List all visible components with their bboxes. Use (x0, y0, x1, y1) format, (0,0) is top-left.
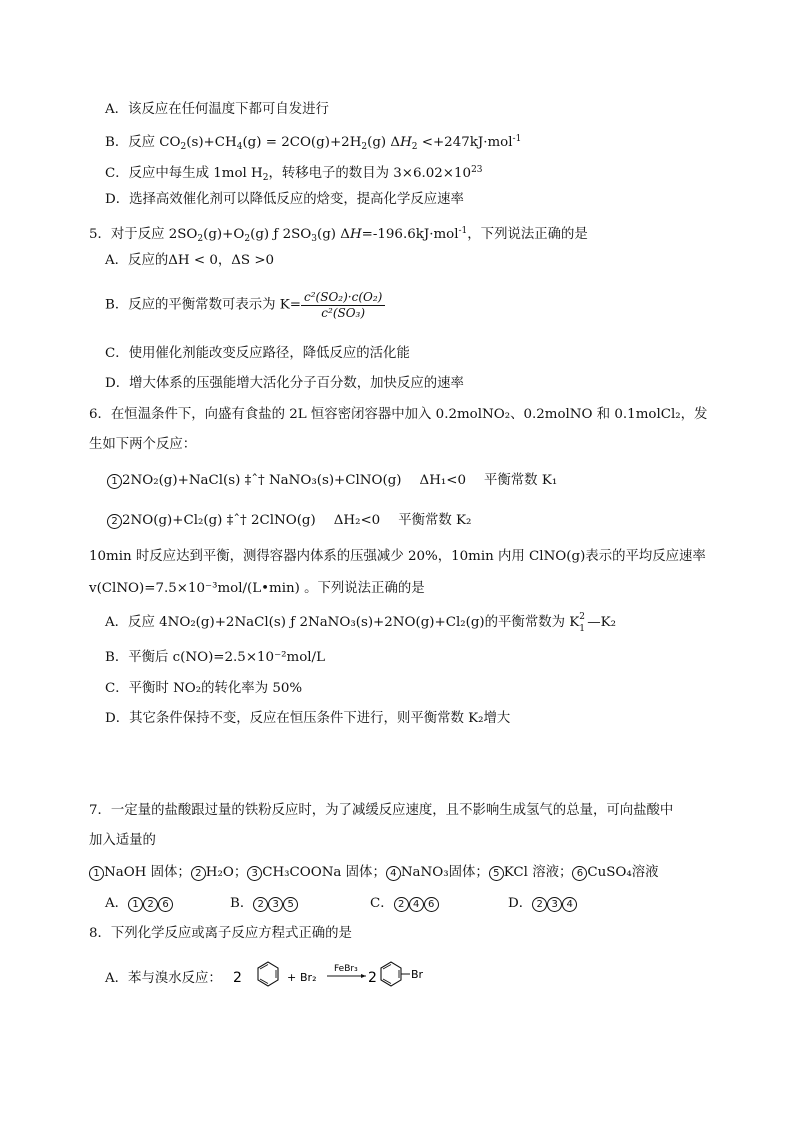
q5-stem: 5．对于反应 $2SO_2(g)+O_2(g)$ ƒ $2SO_3(g)$ ΔH=-196.6kJ·mol$^{-1}$，下列说法正确的是 (89, 226, 588, 244)
q4-option-c: C．反应中每生成 1mol $H_2$，转移电子的数目为 $3\times 6.02\times 10^{23}$ (105, 165, 483, 183)
q5-option-a: A．反应的ΔH < 0，ΔS >0 (105, 253, 275, 268)
q6-stem-line1: 6．在恒温条件下，向盛有食盐的 2L 恒容密闭容器中加入 0.2molNO₂、0.2molNO 和 0.1molCl₂，发 (89, 407, 708, 422)
q7-option-c (370, 895, 439, 913)
q7-item-text: NaNO₃固体； (400, 865, 489, 880)
q7-option-a (105, 895, 173, 913)
circled-number: 2 (143, 897, 158, 912)
equilibrium-fraction: $\frac{\text{c²(SO₂)·c(O₂)}}{\text{c²(SO₃)}}$ (301, 290, 385, 321)
q5-option-d: D．增大体系的压强能增大活化分子百分数，加快反应的速率 (105, 376, 464, 391)
bromine-reagent: Br₂ (300, 971, 317, 984)
circled-number: 1 (107, 474, 122, 489)
circled-number: 4 (409, 897, 424, 912)
q4-option-a: A．该反应在任何温度下都可自发进行 (105, 102, 329, 117)
q7-stem-line1: 7．一定量的盐酸跟过量的铁粉反应时，为了减缓反应速度，且不影响生成氢气的总量，可向盐酸中 (89, 803, 674, 818)
option-label: A． (105, 896, 129, 911)
q5-option-c: C．使用催化剂能改变反应路径，降低反应的活化能 (105, 346, 410, 361)
q4-option-b: B．反应 $CO_2(s)+CH_4(g) = 2CO(g)+2H_2(g)$ $\Delta H_2 <+247kJ\cdot mol^{-1}$ (105, 134, 522, 152)
circled-number: 2 (394, 897, 409, 912)
coefficient-right: 2 (368, 970, 377, 986)
q6-condition-line1: 10min 时反应达到平衡，测得容器内体系的压强减少 20%，10min 内用 ClNO(g)表示的平均反应速率 (89, 549, 706, 564)
q5-option-b: B．反应的平衡常数可表示为 K= $\frac{\text{c²(SO₂)·c(O₂)}}{\text{c²(SO₃)}}$ (105, 290, 385, 321)
circled-number: 2 (253, 897, 268, 912)
circled-number: 3 (247, 866, 262, 881)
q7-item-text: CH₃COONa 固体； (262, 865, 386, 880)
option-label: C． (370, 896, 394, 911)
circled-number: 6 (424, 897, 439, 912)
q7-item-text: CuSO₄溶液 (587, 865, 659, 880)
q6-stem-line2: 生如下两个反应： (89, 437, 197, 452)
option-label: D． (508, 896, 533, 911)
q6-reaction-2: 2 2NO(g)+Cl₂(g) ‡ˆ† 2ClNO(g) ΔH₂<0 平衡常数 K₂ (107, 512, 471, 530)
option-label: B． (230, 896, 254, 911)
q7-stem-line2: 加入适量的 (89, 833, 156, 848)
plus-sign: + (287, 971, 297, 984)
catalyst-label: FeBr₃ (334, 964, 358, 974)
q8-stem: 8．下列化学反应或离子反应方程式正确的是 (89, 926, 352, 941)
circled-number: 6 (158, 897, 173, 912)
circled-number: 2 (191, 866, 206, 881)
circled-number: 2 (532, 897, 547, 912)
q4-option-d: D．选择高效催化剂可以降低反应的焓变，提高化学反应速率 (105, 192, 464, 207)
q7-item-text: NaOH 固体； (104, 865, 191, 880)
q8-option-a: A．苯与溴水反应： (105, 971, 222, 986)
circled-number: 6 (572, 866, 587, 881)
q7-item-text: H₂O； (205, 865, 248, 880)
q7-items (89, 864, 659, 882)
coefficient-left: 2 (233, 970, 242, 986)
q6-option-d: D．其它条件保持不变，反应在恒压条件下进行，则平衡常数 K₂增大 (105, 711, 511, 726)
circled-number: 1 (128, 897, 143, 912)
circled-number: 5 (489, 866, 504, 881)
q6-option-c: C．平衡时 NO₂的转化率为 50% (105, 681, 303, 696)
circled-number: 4 (562, 897, 577, 912)
benzene-bromination-scheme (230, 958, 440, 998)
q6-option-b: B．平衡后 c(NO)=2.5×10⁻²mol/L (105, 650, 325, 665)
benzene-ring-icon (258, 962, 278, 986)
circled-number: 2 (107, 514, 122, 529)
q7-option-d (508, 895, 577, 913)
q7-item-text: KCl 溶液； (503, 865, 573, 880)
circled-number: 1 (89, 866, 104, 881)
circled-number: 5 (283, 897, 298, 912)
bromo-substituent: Br (411, 968, 424, 981)
circled-number: 4 (386, 866, 401, 881)
q7-option-b (230, 895, 298, 913)
q6-reaction-1: 1 2NO₂(g)+NaCl(s) ‡ˆ† NaNO₃(s)+ClNO(g) ΔH₁<0 平衡常数 K₁ (107, 472, 557, 490)
benzene-ring-icon (381, 962, 401, 986)
circled-number: 3 (268, 897, 283, 912)
q6-condition-line2: v(ClNO)=7.5×10⁻³mol/(L•min) 。下列说法正确的是 (89, 581, 425, 596)
q6-option-a: A．反应 4NO₂(g)+2NaCl(s) ƒ 2NaNO₃(s)+2NO(g)+Cl₂(g)的平衡常数为 K 2 1 —K₂ (105, 612, 617, 634)
circled-number: 3 (547, 897, 562, 912)
